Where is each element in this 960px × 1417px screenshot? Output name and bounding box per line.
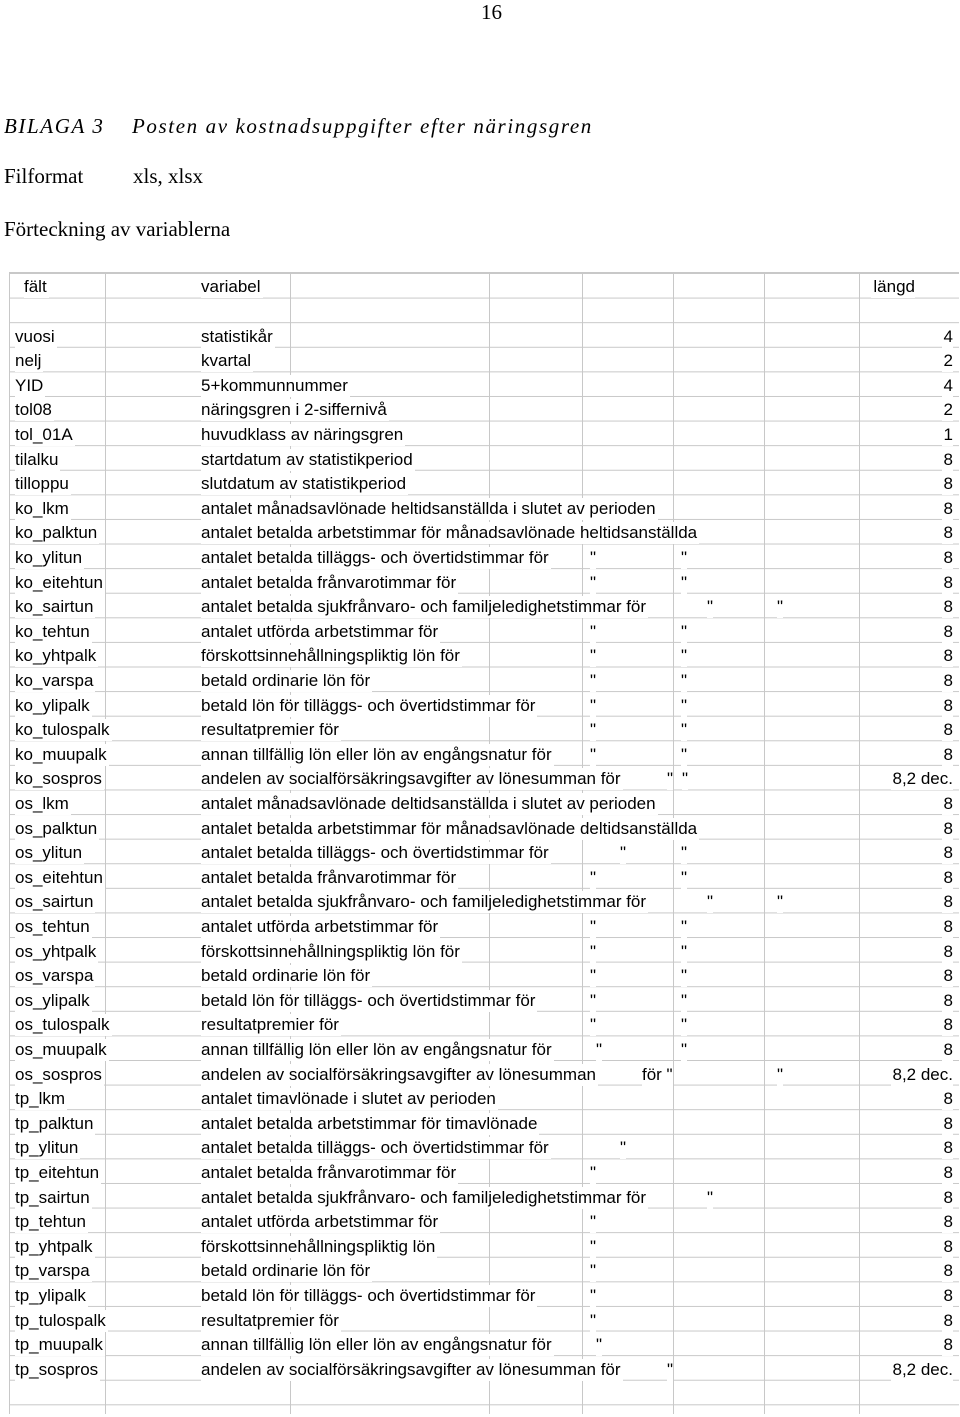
table-cell-length: 8	[943, 1187, 953, 1207]
table-cell-field: os_muupalk	[15, 1039, 107, 1059]
table-cell-length: 4	[943, 326, 953, 346]
table-cell-field: tol08	[15, 400, 52, 420]
ditto-mark: "	[590, 670, 597, 690]
ditto-mark: "	[596, 1039, 603, 1059]
table-cell-length: 8	[943, 1335, 953, 1355]
table-cell-field: tp_eitehtun	[15, 1162, 100, 1182]
table-cell-variable: betald ordinarie lön för	[201, 966, 371, 986]
ditto-mark: "	[596, 1335, 603, 1355]
table-cell-length: 8	[943, 1285, 953, 1305]
table-cell-field: os_ylitun	[15, 843, 83, 863]
ditto-mark: "	[590, 990, 597, 1010]
table-cell-field: ko_lkm	[15, 498, 69, 518]
ditto-mark: "	[590, 1285, 597, 1305]
table-cell-length: 8	[943, 523, 953, 543]
table-cell-length: 8	[943, 498, 953, 518]
table-cell-variable: slutdatum av statistikperiod	[201, 474, 407, 494]
table-cell-field: tp_palktun	[15, 1113, 94, 1133]
table-cell-field: tp_muupalk	[15, 1335, 103, 1355]
table-cell-variable: förskottsinnehållningspliktig lön för	[201, 941, 460, 961]
table-cell-variable: huvudklass av näringsgren	[201, 424, 404, 444]
file-format-line	[4, 164, 204, 189]
table-cell-length: 8	[943, 916, 953, 936]
ditto-mark: "	[681, 720, 688, 740]
table-cell-variable: startdatum av statistikperiod	[201, 449, 413, 469]
table-cell-variable: betald lön för tilläggs- och övertidstimmar för	[201, 695, 536, 715]
ditto-mark: för "	[642, 1064, 673, 1084]
table-cell-length: 8	[943, 646, 953, 666]
table-cell-field: os_eitehtun	[15, 867, 103, 887]
table-cell-length: 8	[943, 744, 953, 764]
table-cell-field: tp_sairtun	[15, 1187, 90, 1207]
table-cell-length: 8	[943, 793, 953, 813]
table-cell-variable: annan tillfällig lön eller lön av engångsnatur för	[201, 1335, 552, 1355]
ditto-mark: "	[590, 966, 597, 986]
table-cell-field: vuosi	[15, 326, 55, 346]
table-cell-field: YID	[15, 375, 44, 395]
ditto-mark: "	[681, 1015, 688, 1035]
table-cell-variable: kvartal	[201, 351, 252, 371]
table-cell-length: 4	[943, 375, 953, 395]
table-cell-length: 8	[943, 547, 953, 567]
table-cell-field: tilloppu	[15, 474, 69, 494]
annex-title: Posten av kostnadsuppgifter efter näringsgren	[132, 114, 593, 138]
table-cell-variable: antalet betalda frånvarotimmar för	[201, 572, 457, 592]
table-cell-length: 8	[943, 892, 953, 912]
table-cell-length: 2	[943, 351, 953, 371]
ditto-mark: "	[681, 646, 688, 666]
table-cell-length: 8	[943, 1039, 953, 1059]
ditto-mark: "	[681, 572, 688, 592]
ditto-mark: "	[707, 1187, 714, 1207]
table-cell-variable: antalet utförda arbetstimmar för	[201, 916, 439, 936]
table-cell-field: ko_muupalk	[15, 744, 107, 764]
ditto-mark: "	[620, 843, 627, 863]
ditto-mark: "	[620, 1138, 627, 1158]
table-cell-length: 8	[943, 621, 953, 641]
table-cell-field: ko_ylipalk	[15, 695, 90, 715]
ditto-mark: "	[590, 695, 597, 715]
table-cell-length: 8	[943, 843, 953, 863]
table-cell-length: 8	[943, 990, 953, 1010]
ditto-mark: "	[590, 621, 597, 641]
table-cell-field: os_ylipalk	[15, 990, 90, 1010]
table-cell-variable: resultatpremier för	[201, 1310, 339, 1330]
table-cell-field: tp_yhtpalk	[15, 1236, 93, 1256]
table-cell-variable: antalet utförda arbetstimmar för	[201, 621, 439, 641]
table-cell-length: 8	[943, 966, 953, 986]
table-cell-variable: näringsgren i 2-siffernivå	[201, 400, 387, 420]
table-cell-length: 8	[943, 941, 953, 961]
header-variable: variabel	[201, 277, 261, 296]
table-cell-variable: antalet betalda tilläggs- och övertidstimmar för	[201, 1138, 549, 1158]
table-cell-variable: antalet betalda frånvarotimmar för	[201, 1162, 457, 1182]
ditto-mark: "	[667, 769, 674, 789]
table-cell-variable: antalet betalda sjukfrånvaro- och familjeledighetstimmar för	[201, 597, 647, 617]
table-cell-variable: betald ordinarie lön för	[201, 1261, 371, 1281]
ditto-mark: "	[681, 1039, 688, 1059]
table-cell-field: ko_sospros	[15, 769, 102, 789]
table-cell-variable: förskottsinnehållningspliktig lön för	[201, 646, 460, 666]
ditto-mark: "	[590, 1236, 597, 1256]
table-cell-field: ko_ylitun	[15, 547, 83, 567]
table-cell-variable: betald lön för tilläggs- och övertidstimmar för	[201, 1285, 536, 1305]
table-cell-variable: statistikår	[201, 326, 273, 346]
ditto-mark: "	[590, 1212, 597, 1232]
ditto-mark: "	[681, 843, 688, 863]
ditto-mark: "	[681, 867, 688, 887]
table-cell-field: os_sairtun	[15, 892, 94, 912]
ditto-mark: "	[681, 744, 688, 764]
ditto-mark: "	[707, 597, 714, 617]
table-cell-field: tilalku	[15, 449, 59, 469]
table-cell-length: 8	[943, 1310, 953, 1330]
table-cell-field: os_yhtpalk	[15, 941, 97, 961]
table-cell-variable: antalet månadsavlönade heltidsanställda i slutet av perioden	[201, 498, 656, 518]
table-cell-length: 8	[943, 720, 953, 740]
ditto-mark: "	[590, 744, 597, 764]
table-cell-variable: antalet månadsavlönade deltidsanställda i slutet av perioden	[201, 793, 656, 813]
table-cell-length: 8	[943, 1236, 953, 1256]
table-cell-variable: antalet betalda tilläggs- och övertidstimmar för	[201, 547, 549, 567]
table-cell-field: tp_varspa	[15, 1261, 90, 1281]
ditto-mark: "	[681, 547, 688, 567]
ditto-mark: "	[590, 646, 597, 666]
ditto-mark: "	[682, 769, 689, 789]
table-cell-field: ko_tehtun	[15, 621, 90, 641]
table-cell-length: 8	[943, 572, 953, 592]
table-cell-variable: antalet betalda frånvarotimmar för	[201, 867, 457, 887]
table-cell-variable: resultatpremier för	[201, 720, 339, 740]
table-cell-field: ko_yhtpalk	[15, 646, 97, 666]
table-cell-variable: antalet betalda arbetstimmar för timavlönade	[201, 1113, 538, 1133]
table-cell-length: 8	[943, 1261, 953, 1281]
table-cell-length: 8	[943, 818, 953, 838]
table-cell-length: 8	[943, 867, 953, 887]
table-cell-length: 8	[943, 1212, 953, 1232]
table-cell-length: 8,2 dec.	[892, 1064, 953, 1084]
table-cell-length: 8,2 dec.	[892, 1359, 953, 1379]
header-length: längd	[873, 277, 915, 296]
ditto-mark: "	[681, 966, 688, 986]
table-cell-field: os_tehtun	[15, 916, 90, 936]
table-cell-length: 8	[943, 449, 953, 469]
table-cell-variable: antalet utförda arbetstimmar för	[201, 1212, 439, 1232]
table-cell-variable: antalet betalda arbetstimmar för månadsavlönade deltidsanställda	[201, 818, 698, 838]
ditto-mark: "	[777, 597, 784, 617]
ditto-mark: "	[777, 1064, 784, 1084]
table-cell-field: nelj	[15, 351, 42, 371]
table-cell-field: ko_sairtun	[15, 597, 94, 617]
ditto-mark: "	[590, 916, 597, 936]
annex-label: BILAGA 3	[4, 114, 105, 138]
annex-heading	[4, 114, 593, 139]
table-cell-variable: andelen av socialförsäkringsavgifter av lönesumman för	[201, 769, 621, 789]
table-cell-field: tp_ylitun	[15, 1138, 79, 1158]
table-cell-field: tp_sospros	[15, 1359, 99, 1379]
ditto-mark: "	[667, 1359, 674, 1379]
ditto-mark: "	[777, 892, 784, 912]
ditto-mark: "	[681, 670, 688, 690]
table-cell-length: 8	[943, 1138, 953, 1158]
table-cell-length: 8	[943, 1113, 953, 1133]
ditto-mark: "	[681, 621, 688, 641]
ditto-mark: "	[590, 867, 597, 887]
table-cell-length: 8	[943, 1162, 953, 1182]
table-cell-length: 1	[943, 424, 953, 444]
variable-list-heading: Förteckning av variablerna	[4, 217, 231, 241]
table-cell-length: 8	[943, 474, 953, 494]
table-cell-length: 8	[943, 597, 953, 617]
table-cell-field: tp_ylipalk	[15, 1285, 86, 1305]
table-cell-field: ko_eitehtun	[15, 572, 103, 592]
variable-table	[9, 272, 959, 1414]
table-cell-length: 8	[943, 695, 953, 715]
table-cell-field: os_sospros	[15, 1064, 102, 1084]
table-cell-length: 8,2 dec.	[892, 769, 953, 789]
page-number: 16	[481, 0, 502, 24]
table-cell-length: 8	[943, 670, 953, 690]
table-cell-variable: antalet betalda sjukfrånvaro- och familjeledighetstimmar för	[201, 1187, 647, 1207]
ditto-mark: "	[590, 1310, 597, 1330]
table-cell-variable: antalet timavlönade i slutet av perioden	[201, 1089, 496, 1109]
table-cell-field: tp_tehtun	[15, 1212, 86, 1232]
ditto-mark: "	[590, 1162, 597, 1182]
table-cell-field: ko_varspa	[15, 670, 94, 690]
table-cell-length: 8	[943, 1015, 953, 1035]
ditto-mark: "	[681, 990, 688, 1010]
table-cell-field: tp_tulospalk	[15, 1310, 106, 1330]
table-cell-variable: andelen av socialförsäkringsavgifter av lönesumman	[201, 1064, 596, 1084]
table-cell-variable: resultatpremier för	[201, 1015, 339, 1035]
file-format-label: Filformat	[4, 164, 84, 188]
table-cell-length: 2	[943, 400, 953, 420]
table-cell-length: 8	[943, 1089, 953, 1109]
table-cell-field: tp_lkm	[15, 1089, 66, 1109]
table-cell-field: os_palktun	[15, 818, 98, 838]
table-cell-field: os_varspa	[15, 966, 94, 986]
table-cell-variable: annan tillfällig lön eller lön av engångsnatur för	[201, 744, 552, 764]
file-format-value: xls, xlsx	[133, 164, 204, 188]
table-cell-variable: förskottsinnehållningspliktig lön	[201, 1236, 436, 1256]
table-cell-variable: betald ordinarie lön för	[201, 670, 371, 690]
ditto-mark: "	[590, 547, 597, 567]
ditto-mark: "	[590, 720, 597, 740]
ditto-mark: "	[707, 892, 714, 912]
table-cell-field: os_tulospalk	[15, 1015, 110, 1035]
table-cell-variable: andelen av socialförsäkringsavgifter av lönesumman för	[201, 1359, 621, 1379]
table-cell-variable: annan tillfällig lön eller lön av engångsnatur för	[201, 1039, 552, 1059]
table-cell-variable: antalet betalda sjukfrånvaro- och familjeledighetstimmar för	[201, 892, 647, 912]
table-cell-field: tol_01A	[15, 424, 73, 444]
ditto-mark: "	[590, 1015, 597, 1035]
table-cell-variable: antalet betalda tilläggs- och övertidstimmar för	[201, 843, 549, 863]
table-cell-variable: 5+kommunnummer	[201, 375, 348, 395]
ditto-mark: "	[590, 1261, 597, 1281]
ditto-mark: "	[590, 941, 597, 961]
table-cell-field: ko_tulospalk	[15, 720, 110, 740]
table-cell-field: os_lkm	[15, 793, 69, 813]
table-cell-field: ko_palktun	[15, 523, 98, 543]
ditto-mark: "	[590, 572, 597, 592]
table-cell-variable: betald lön för tilläggs- och övertidstimmar för	[201, 990, 536, 1010]
ditto-mark: "	[681, 695, 688, 715]
table-cell-variable: antalet betalda arbetstimmar för månadsavlönade heltidsanställda	[201, 523, 698, 543]
header-field: fält	[24, 277, 47, 296]
ditto-mark: "	[681, 916, 688, 936]
ditto-mark: "	[681, 941, 688, 961]
